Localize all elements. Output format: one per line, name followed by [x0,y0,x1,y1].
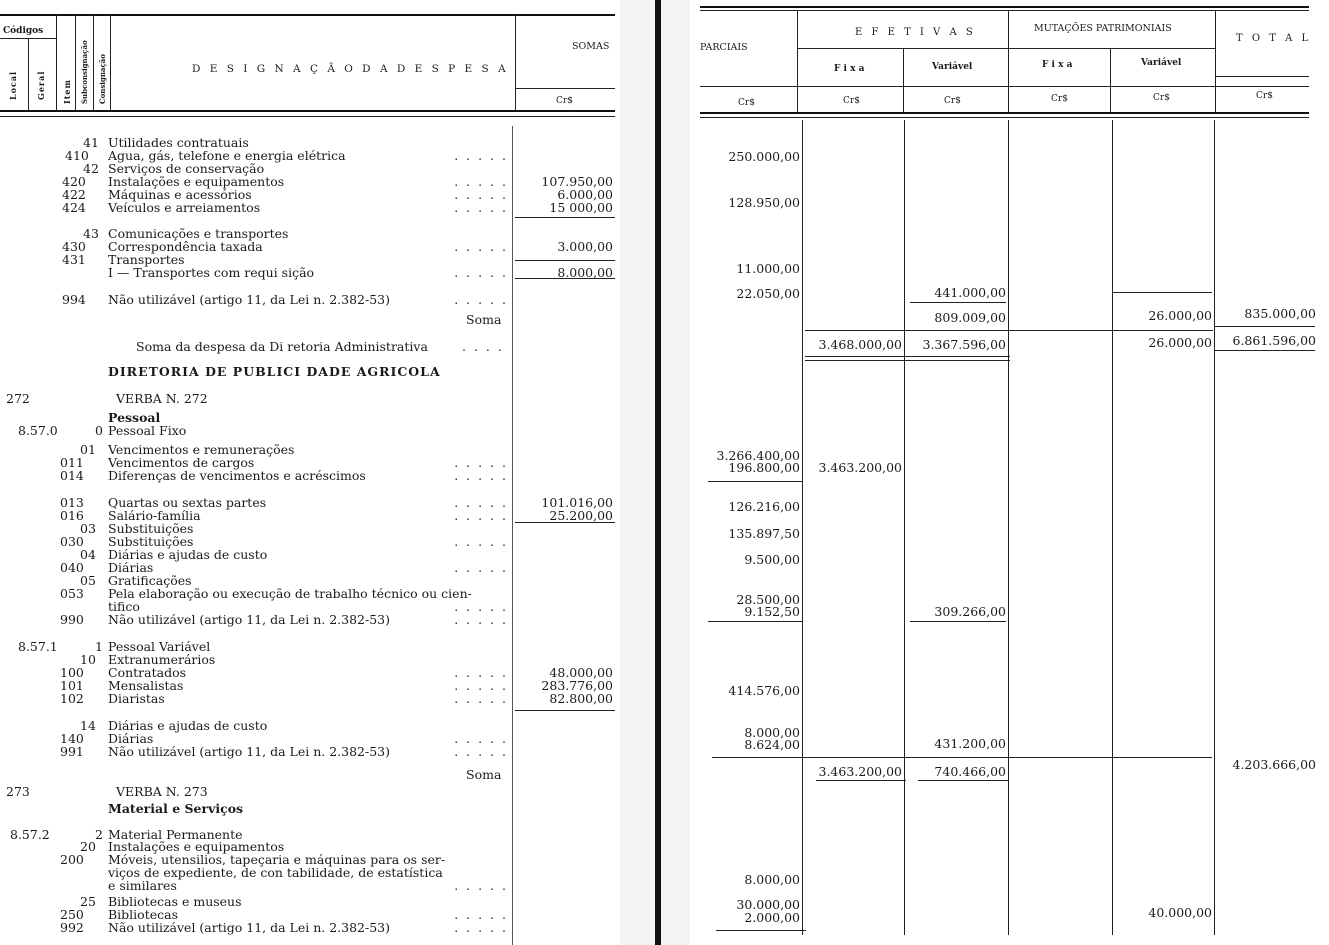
row-code: 42 [83,161,99,176]
efetiva-fixa-value: 3.463.200,00 [818,460,902,475]
row-description: Vencimentos e remunerações [108,442,295,457]
row-leader-dots: . . . . . [454,148,508,163]
somas-rule-3 [515,278,615,279]
row-code: 990 [60,612,84,627]
row-code: 040 [60,560,84,575]
row-description: Transportes [108,252,185,267]
row-code: 101 [60,678,84,693]
somas-rule-4 [515,522,615,523]
parciais-value: 28.500,00 [736,592,800,607]
row-description: Quartas ou sextas partes [108,495,267,510]
row-leader-dots: . . . . . [454,665,508,680]
row-code: 431 [62,252,86,267]
total-label: T O T A L [1236,33,1312,44]
row-code: 200 [60,852,84,867]
row-description: Diaristas [108,691,165,706]
rule-total-2 [1215,350,1315,351]
row-description: Instalações e equipamentos [108,839,285,854]
mut-variavel-value: 40.000,00 [1148,905,1212,920]
row-soma-value: 283.776,00 [541,678,613,693]
row-soma-value: 3.000,00 [557,239,613,254]
row-description: Correspondência taxada [108,239,263,254]
row-leader-dots: . . . . . [454,292,508,307]
somas-rule-1 [515,217,615,218]
row-description: Bibliotecas [108,907,178,922]
pessoal-variavel-code: 1 [95,639,103,654]
col-sep-mut-fixa [1110,48,1111,112]
total-value: 6.861.596,00 [1232,333,1316,348]
row-leader-dots: . . . . . [454,455,508,470]
row-description: Diárias [108,731,154,746]
col-sep-cons [110,14,111,110]
parciais-value: 2.000,00 [744,910,800,925]
row-leader-dots: . . . . . [454,907,508,922]
mut-variavel-value: 26.000,00 [1148,335,1212,350]
row-description: I — Transportes com requi sição [108,265,315,280]
parciais-value: 8.000,00 [744,872,800,887]
row-leader-dots: . . . . . [454,187,508,202]
row-description: Não utilizável (artigo 11, da Lei n. 2.382-53) [108,292,390,307]
verba-272-code: 272 [6,391,30,406]
row-soma-value: 25.200,00 [549,508,613,523]
row-leader-dots: . . . . . [454,508,508,523]
soma-label-2: Soma [466,767,502,782]
row-code: 013 [60,495,84,510]
parciais-value: 11.000,00 [736,261,800,276]
diretoria-title: DIRETORIA DE PUBLICI DADE AGRICOLA [108,364,441,379]
col-sep-subcons [93,14,94,110]
row-description: Diferenças de vencimentos e acréscimos [108,468,366,483]
book-spine [655,0,661,945]
row-description: Instalações e equipamentos [108,174,285,189]
col-sep-parciais [797,10,798,112]
right-header-bottom-rule [700,112,1309,114]
row-leader-dots: . . . . . [454,612,508,627]
rule-total-1 [1215,326,1315,327]
parciais-value: 22.050,00 [736,286,800,301]
verba-272-title: VERBA N. 272 [116,391,208,406]
parciais-value: 250.000,00 [728,149,800,164]
efetiva-variavel-value: 441.000,00 [934,285,1006,300]
pessoal-heading: Pessoal [108,410,161,425]
body-sep-fixa [904,120,905,935]
variavel-currency: Cr$ [944,96,961,106]
row-code: 102 [60,691,84,706]
row-code: 030 [60,534,84,549]
body-sep-mut-fixa [1112,120,1113,935]
row-leader-dots: . . . . . [454,744,508,759]
row-description: Extranumerários [108,652,216,667]
body-sep-variavel [1008,120,1009,935]
row-leader-dots: . . . . . [454,495,508,510]
rule-fixa-3 [816,780,906,781]
total-rule [1215,76,1309,77]
row-description: Agua, gás, telefone e energia elétrica [108,148,346,163]
total-value: 4.203.666,00 [1232,757,1316,772]
col-sep-item [75,14,76,110]
row-description: Não utilizável (artigo 11, da Lei n. 2.382-53) [108,612,390,627]
row-code: 03 [80,521,96,536]
header-bottom-rule-2 [0,116,615,117]
row-leader-dots: . . . . . [454,174,508,189]
fixa-currency: Cr$ [843,96,860,106]
fixa-label: F i x a [834,64,865,74]
header-bottom-rule [0,110,615,112]
material-code: 2 [95,827,103,842]
row-description: tifico [108,599,140,614]
verba-273-code: 273 [6,784,30,799]
soma-diretoria-label: Soma da despesa da Di retoria Administrativa [136,339,428,354]
row-leader-dots: . . . . . [454,731,508,746]
rule-mut-1 [1112,292,1212,293]
row-code: 420 [62,174,86,189]
efetivas-label: E F E T I V A S [855,27,976,38]
rule-parc-1 [708,481,802,482]
row-soma-value: 48.000,00 [549,665,613,680]
row-code: 430 [62,239,86,254]
row-description: Mensalistas [108,678,184,693]
row-leader-dots: . . . . . [454,560,508,575]
body-sep-parciais [802,120,803,935]
parciais-value: 9.152,50 [744,604,800,619]
parciais-value: 8.000,00 [744,725,800,740]
row-leader-dots: . . . . . [454,534,508,549]
rule-var-1 [910,302,1006,303]
mutacoes-label: MUTAÇÕES PATRIMONIAIS [1034,23,1172,34]
row-description: Bibliotecas e museus [108,894,242,909]
row-code: 991 [60,744,84,759]
body-sep-mut-variavel [1214,120,1215,935]
row-description: Salário-família [108,508,201,523]
rule-parc-2 [708,621,802,622]
rule-parc-3 [716,930,806,931]
row-code: 25 [80,894,96,909]
efetiva-variavel-value: 431.200,00 [934,736,1006,751]
row-description: Contratados [108,665,187,680]
row-soma-value: 82.800,00 [549,691,613,706]
row-code: 410 [65,148,89,163]
row-description: Máquinas e acessórios [108,187,252,202]
material-local: 8.57.2 [10,827,50,842]
pessoal-fixo-local: 8.57.0 [18,423,58,438]
row-code: 053 [60,586,84,601]
parciais-label: PARCIAIS [700,42,748,53]
row-soma-value: 15 000,00 [549,200,613,215]
consignacao-label: Consignação [98,54,107,104]
row-description: Substituições [108,521,194,536]
parciais-value: 30.000,00 [736,897,800,912]
row-description: Serviços de conservação [108,161,265,176]
row-soma-value: 8.000,00 [557,265,613,280]
row-code: 43 [83,226,99,241]
somas-currency: Cr$ [556,96,573,106]
rule-soma-2 [805,356,1010,357]
pessoal-variavel-local: 8.57.1 [18,639,58,654]
row-leader-dots: . . . . . [454,468,508,483]
row-code: 014 [60,468,84,483]
parciais-value: 9.500,00 [744,552,800,567]
row-code: 016 [60,508,84,523]
row-code: 01 [80,442,96,457]
pessoal-fixo-code: 0 [95,423,103,438]
material-heading: Material e Serviços [108,801,244,816]
row-leader-dots: . . . . . [454,265,508,280]
rule-soma-3 [712,757,1212,758]
efetiva-variavel-value: 809.009,00 [934,310,1006,325]
codigos-label: Códigos [3,26,44,36]
row-leader-dots: . . . . . [454,678,508,693]
subconsignacao-label: Subconsignação [80,40,89,104]
somas-column-border [512,126,513,945]
somas-label: SOMAS [572,41,610,52]
row-code: 422 [62,187,86,202]
soma-label-1: Soma [466,312,502,327]
row-code: 424 [62,200,86,215]
total-value: 835.000,00 [1244,306,1316,321]
row-description: Não utilizável (artigo 11, da Lei n. 2.382-53) [108,920,390,935]
row-code: 011 [60,455,84,470]
row-leader-dots: . . . . . [454,878,508,893]
row-code: 994 [62,292,86,307]
variavel-label: Variável [932,62,973,72]
col-sep-total [1215,10,1216,112]
right-subheader-rule [700,86,1309,87]
row-description: Comunicações e transportes [108,226,289,241]
row-leader-dots: . . . . . [454,200,508,215]
geral-label: Geral [36,70,46,100]
row-description: Veículos e arreiamentos [108,200,261,215]
row-leader-dots: . . . . . [454,599,508,614]
row-code: 250 [60,907,84,922]
right-header-top-rule [700,6,1309,8]
parciais-value: 128.950,00 [728,195,800,210]
parciais-value: 414.576,00 [728,683,800,698]
row-soma-value: 101.016,00 [541,495,613,510]
parciais-value: 3.266.400,00 [716,448,800,463]
total-currency: Cr$ [1256,91,1273,101]
material-permanente-label: Material Permanente [108,827,243,842]
parciais-value: 8.624,00 [744,737,800,752]
rule-var-3 [918,780,1008,781]
row-description: Pela elaboração ou execução de trabalho técnico ou cien- [108,586,472,601]
col-sep-geral [56,14,57,110]
soma-diretoria-dots: . . . . [462,339,504,354]
pessoal-variavel-label: Pessoal Variável [108,639,211,654]
somas-rule [515,88,615,89]
verba-273-title: VERBA N. 273 [116,784,208,799]
designacao-label: D E S I G N A Ç Ã O D A D E S P E S A [192,63,509,75]
row-soma-value: 107.950,00 [541,174,613,189]
efetiva-fixa-value: 3.463.200,00 [818,764,902,779]
efetiva-fixa-value: 3.468.000,00 [818,337,902,352]
parciais-value: 196.800,00 [728,460,800,475]
row-code: 04 [80,547,96,562]
pessoal-fixo-label: Pessoal Fixo [108,423,187,438]
row-code: 140 [60,731,84,746]
row-description: viços de expediente, de con tabilidade, de estatística [108,865,443,880]
row-description: Diárias [108,560,154,575]
somas-rule-5 [515,710,615,711]
parciais-value: 126.216,00 [728,499,800,514]
row-code: 100 [60,665,84,680]
rule-soma-2b [805,360,1010,361]
row-code: 992 [60,920,84,935]
row-code: 05 [80,573,96,588]
mut-fixa-currency: Cr$ [1051,94,1068,104]
row-description: Não utilizável (artigo 11, da Lei n. 2.382-53) [108,744,390,759]
efetivas-rule [797,48,1215,49]
efetiva-variavel-value: 740.466,00 [934,764,1006,779]
right-header-top-rule-2 [700,10,1309,11]
local-label: Local [8,70,18,100]
row-description: Diárias e ajudas de custo [108,547,268,562]
rule-soma-1 [805,330,1213,331]
item-label: Item [62,79,72,104]
row-code: 20 [80,839,96,854]
somas-rule-2 [515,260,615,261]
row-code: 10 [80,652,96,667]
row-description: Vencimentos de cargos [108,455,255,470]
row-code: 14 [80,718,96,733]
right-header-bottom-rule-2 [700,117,1309,118]
col-sep-efetivas [1008,10,1009,112]
row-description: Utilidades contratuais [108,135,249,150]
mut-variavel-currency: Cr$ [1153,93,1170,103]
col-sep-fixa [903,48,904,112]
row-description: Gratificações [108,573,192,588]
mut-fixa-label: F i x a [1042,60,1073,70]
row-code: 41 [83,135,99,150]
row-soma-value: 6.000,00 [557,187,613,202]
row-description: Substituições [108,534,194,549]
rule-var-2 [910,621,1006,622]
row-leader-dots: . . . . . [454,239,508,254]
row-leader-dots: . . . . . [454,920,508,935]
parciais-value: 135.897,50 [728,526,800,541]
row-description: e similares [108,878,177,893]
efetiva-variavel-value: 3.367.596,00 [922,337,1006,352]
row-description: Móveis, utensilios, tapeçaria e máquinas para os ser- [108,852,446,867]
mut-variavel-label: Variável [1141,58,1182,68]
col-sep-somas [515,14,516,110]
row-description: Diárias e ajudas de custo [108,718,268,733]
col-sep-local [28,38,29,110]
mut-variavel-value: 26.000,00 [1148,308,1212,323]
efetiva-variavel-value: 309.266,00 [934,604,1006,619]
parciais-currency: Cr$ [738,98,755,108]
row-leader-dots: . . . . . [454,691,508,706]
